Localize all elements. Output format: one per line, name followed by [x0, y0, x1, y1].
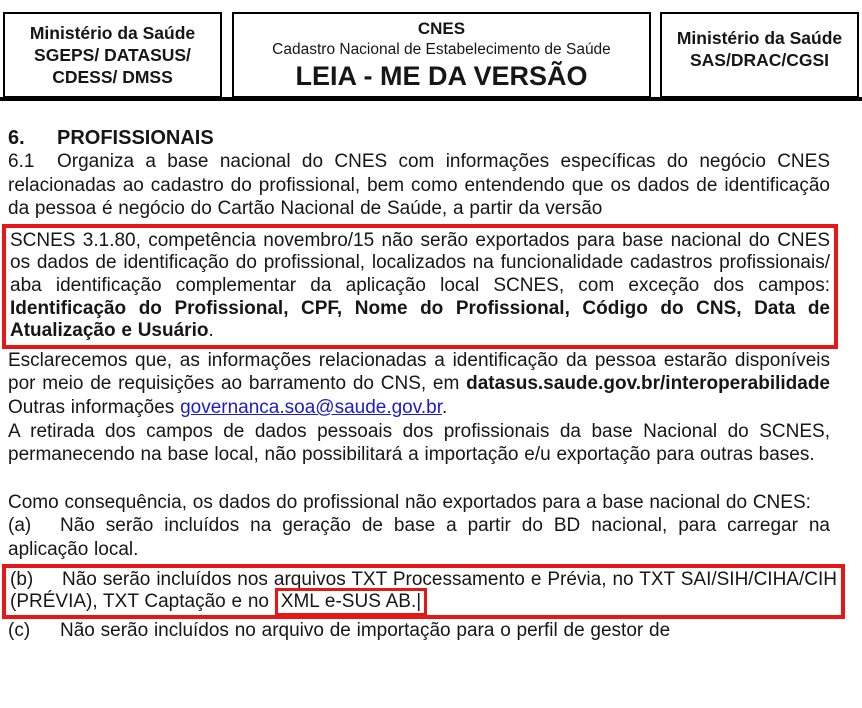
- ministry-left-line1: Ministério da Saúde: [29, 23, 196, 43]
- paragraph-consequencia: Como consequência, os dados do profissional não exportados para a base nacional do CNES:: [8, 491, 811, 513]
- cnes-title: CNES: [417, 19, 466, 38]
- ministry-right-line1: Ministério da Saúde: [676, 28, 843, 48]
- highlight-text-normal: SCNES 3.1.80, competência novembro/15 não serão exportados para base nacional do CNES os dados de identificação do profissional, localizados na funcionalidade cadastros profissionais/ aba identificação complementar da aplicação local SCNES, com exceção dos campos:: [10, 229, 830, 296]
- esclarecemos-text: Esclarecemos que, as informações relacionadas a identificação da pessoa estarão disponíveis por meio de requisições ao barramento do CNS, em: [8, 349, 830, 395]
- item-a-text: Não serão incluídos na geração de base a partir do BD nacional, para carregar na aplicação local.: [8, 515, 830, 560]
- ministry-left-line2: SGEPS/ DATASUS/: [34, 45, 191, 65]
- header-right-box: [660, 12, 859, 98]
- document-body: [0, 126, 862, 642]
- item-c-label: (c): [8, 619, 31, 641]
- page-header: [0, 0, 862, 101]
- highlight-box-scnes: [2, 224, 838, 349]
- paragraph-gap: [8, 467, 830, 491]
- highlight-text-period: .: [208, 320, 214, 342]
- highlight-box-item-b: [2, 564, 845, 619]
- highlight-text-bold-fields: Identificação do Profissional, CPF, Nome do Profissional, Código do CNS, Data de Atualização e Usuário: [10, 297, 830, 342]
- interoperabilidade-url: datasus.saude.gov.br/interoperabilidade: [466, 373, 830, 395]
- header-left-box: [3, 12, 222, 98]
- paragraph-6-1-text: Organiza a base nacional do CNES com informações específicas do negócio CNES relacionadas ao cadastro do profissional, bem como entendendo que os dados de identificação da pessoa é negócio do Cartão Nacional de Saúde, a partir da versão: [8, 151, 830, 220]
- highlight-box-xml-esus: [275, 588, 427, 616]
- readme-version-heading: LEIA - ME DA VERSÃO: [295, 61, 588, 91]
- esclarecemos-period: .: [441, 396, 448, 418]
- header-center-box: [232, 12, 651, 98]
- outras-informacoes-text: Outras informações: [8, 396, 181, 418]
- item-a-label: (a): [8, 515, 32, 537]
- governanca-email-link[interactable]: governanca.soa@saude.gov.br: [180, 396, 442, 418]
- section-title: PROFISSIONAIS: [57, 127, 214, 149]
- cnes-subtitle: Cadastro Nacional de Estabelecimento de Saúde: [272, 41, 611, 58]
- xml-esus-text: XML e-SUS AB.: [280, 591, 417, 613]
- section-number: 6.: [8, 127, 25, 149]
- ministry-right-line2: SAS/DRAC/CGSI: [689, 50, 830, 70]
- paragraph-esclarecemos: [8, 349, 830, 420]
- paragraph-6-1-number: 6.1: [8, 151, 35, 172]
- ministry-left-line3: CDESS/ DMSS: [52, 67, 173, 87]
- list-item-a: [8, 514, 830, 561]
- list-item-c: [8, 619, 830, 643]
- paragraph-6-1: [8, 150, 830, 221]
- paragraph-retirada: A retirada dos campos de dados pessoais dos profissionais da base Nacional do SCNES, permanecendo na base local, não possibilitará a importação e/u exportação para outras bases.: [8, 420, 830, 466]
- item-b-label: (b): [10, 568, 34, 590]
- section-heading: [8, 126, 830, 150]
- text-cursor: |: [416, 591, 422, 613]
- item-c-text: Não serão incluídos no arquivo de importação para o perfil de gestor de: [60, 619, 671, 641]
- item-b-text: Não serão incluídos nos arquivos TXT Processamento e Prévia, no TXT SAI/SIH/CIHA/CIH (PRÉVIA), TXT Captação e no: [10, 568, 837, 613]
